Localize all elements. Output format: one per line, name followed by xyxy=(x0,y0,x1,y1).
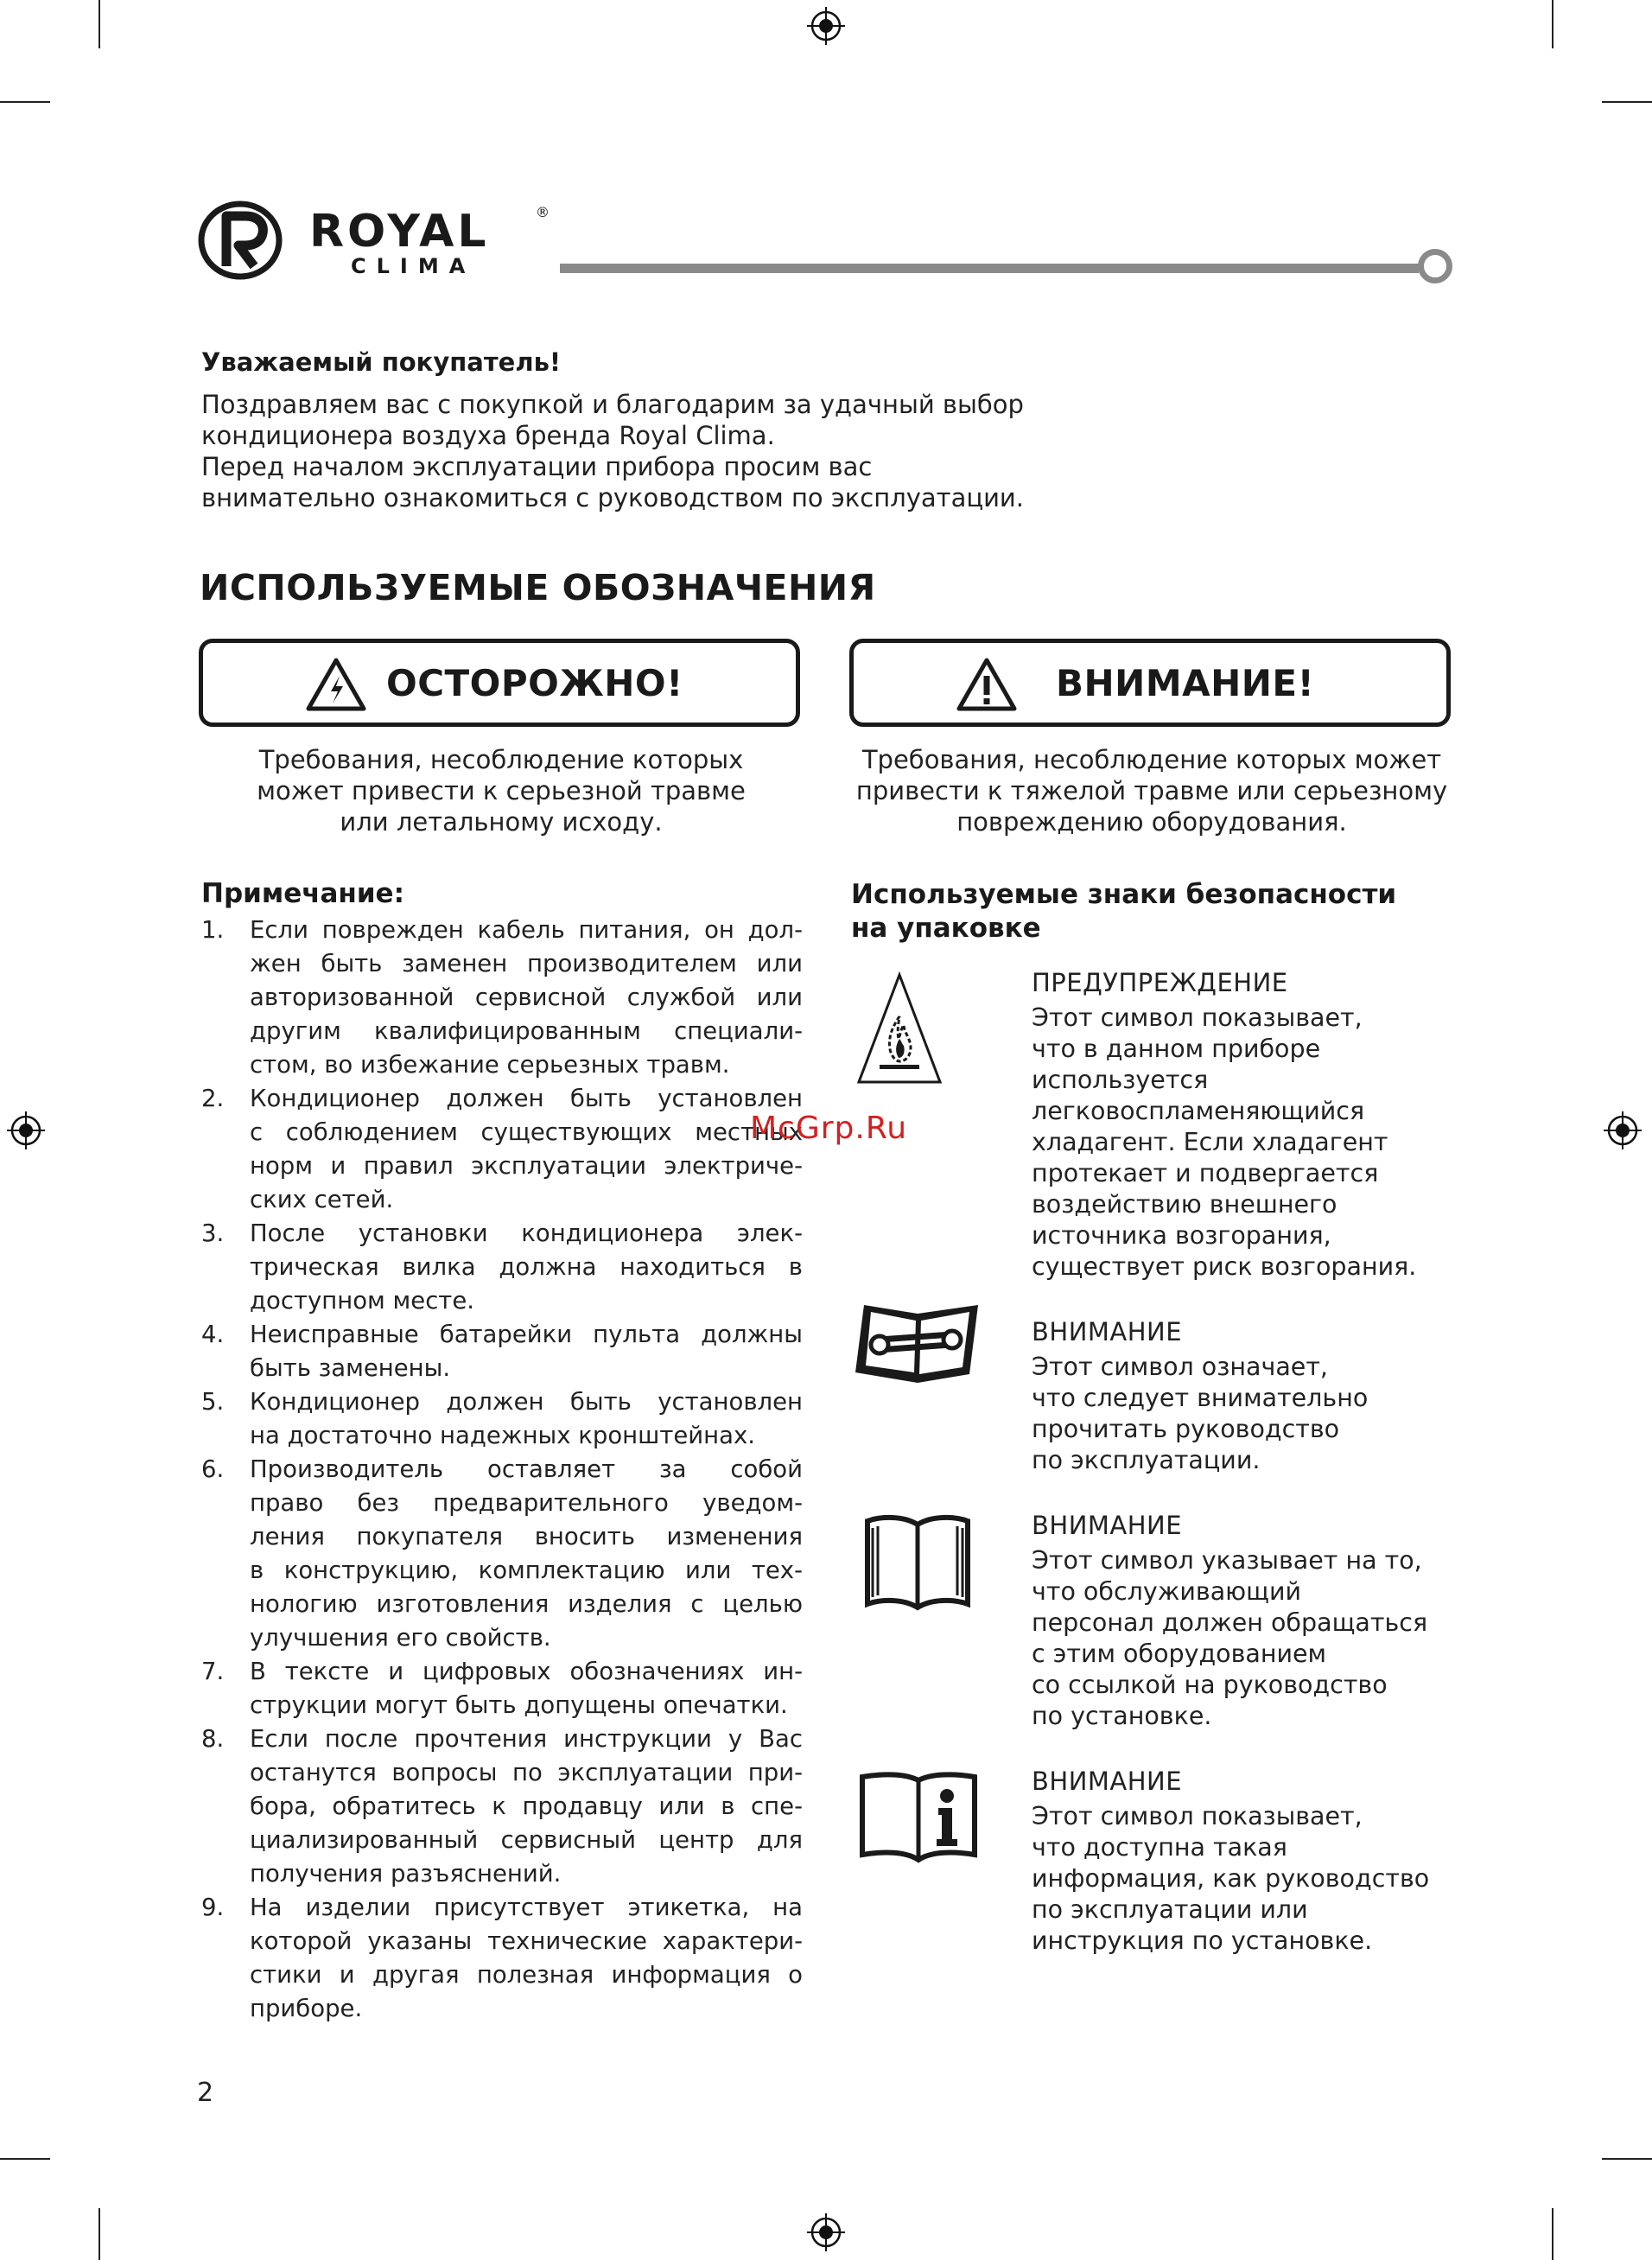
sign-description xyxy=(1032,1545,1481,1732)
crop-mark xyxy=(1552,2208,1554,2260)
note-item xyxy=(201,1318,803,1385)
registered-mark: ® xyxy=(536,204,550,220)
note-number: 1. xyxy=(201,916,225,944)
caution-box xyxy=(199,639,800,727)
greeting-body xyxy=(201,389,1152,513)
sign-line: прочитать руководство xyxy=(1032,1415,1340,1443)
brand-name: ROYAL xyxy=(309,206,490,258)
note-line: останутся вопросы по эксплуатации при- xyxy=(250,1759,803,1786)
sign-line: существует риск возгорания. xyxy=(1032,1252,1417,1281)
sign-line: хладагент. Если хладагент xyxy=(1032,1128,1388,1156)
caution-description xyxy=(199,744,804,837)
book-info-icon xyxy=(857,1768,980,1865)
greeting-line: кондиционера воздуха бренда Royal Clima. xyxy=(201,421,775,450)
greeting-line: Перед началом эксплуатации прибора просим вас xyxy=(201,452,873,481)
header-rule-end xyxy=(1418,249,1452,283)
sign-line: по эксплуатации. xyxy=(1032,1446,1261,1474)
registration-mark-icon xyxy=(807,2213,845,2251)
note-line: трическая вилка должна находиться в xyxy=(250,1253,803,1281)
note-number: 6. xyxy=(201,1455,225,1483)
note-line: жен быть заменен производителем или xyxy=(250,950,803,977)
note-number: 8. xyxy=(201,1725,225,1753)
sign-flammable xyxy=(1032,968,1481,1283)
sign-line: протекает и подвергается xyxy=(1032,1159,1379,1187)
signs-title xyxy=(851,878,1396,945)
sign-line: что следует внимательно xyxy=(1032,1384,1369,1412)
caution-desc-line: или летальному исходу. xyxy=(340,807,663,837)
crop-mark xyxy=(1602,101,1652,103)
brand-logo xyxy=(197,199,560,285)
crop-mark xyxy=(1602,2158,1652,2160)
note-line: которой указаны технические характери- xyxy=(250,1927,803,1955)
attention-box xyxy=(849,639,1451,727)
sign-line: легковоспламеняющийся xyxy=(1032,1097,1365,1125)
note-line: ления покупателя вносить изменения xyxy=(250,1523,803,1550)
note-line: авторизованной сервисной службой или xyxy=(250,984,803,1011)
notes-title: Примечание: xyxy=(201,878,404,909)
sign-line: по установке. xyxy=(1032,1702,1212,1730)
note-line: Производитель оставляет за собой xyxy=(250,1455,803,1483)
note-number: 3. xyxy=(201,1219,225,1247)
caution-desc-line: Требования, несоблюдение которых xyxy=(258,745,744,774)
note-number: 7. xyxy=(201,1658,225,1685)
electric-warning-icon xyxy=(305,657,367,712)
note-line: После установки кондиционера элек- xyxy=(250,1219,803,1247)
note-line: Кондиционер должен быть установлен xyxy=(250,1085,803,1112)
sign-description xyxy=(1032,1801,1481,1957)
note-line: ских сетей. xyxy=(250,1186,394,1213)
note-item xyxy=(201,1453,803,1655)
watermark: McGrp.Ru xyxy=(750,1111,908,1146)
note-item xyxy=(201,1082,803,1217)
sign-line: воздействию внешнего xyxy=(1032,1190,1337,1219)
sign-line: Этот символ показывает, xyxy=(1032,1003,1363,1032)
open-book-icon xyxy=(861,1511,975,1614)
flammable-warning-icon xyxy=(855,971,944,1087)
attention-desc-line: Требования, несоблюдение которых может xyxy=(861,745,1442,774)
note-line: нологию изготовления изделия с целью xyxy=(250,1590,803,1618)
note-item xyxy=(201,1217,803,1318)
note-number: 2. xyxy=(201,1085,225,1112)
note-line: Если после прочтения инструкции у Вас xyxy=(250,1725,803,1753)
note-line: струкции могут быть допущены опечатки. xyxy=(250,1691,788,1719)
sign-line: используется xyxy=(1032,1066,1209,1094)
attention-desc-line: привести к тяжелой травме или серьезному xyxy=(855,776,1448,805)
note-line: стом, во избежание серьезных травм. xyxy=(250,1051,730,1079)
registration-mark-icon xyxy=(7,1111,45,1149)
note-number: 5. xyxy=(201,1388,225,1416)
note-line: норм и правил эксплуатации электриче- xyxy=(250,1152,803,1180)
manual-wrench-icon xyxy=(848,1296,987,1391)
note-number: 9. xyxy=(201,1894,225,1921)
crop-mark xyxy=(0,2158,50,2160)
greeting-line: Поздравляем вас с покупкой и благодарим за удачный выбор xyxy=(201,390,1024,419)
note-line: Неисправные батарейки пульта должны xyxy=(250,1321,803,1348)
sign-description xyxy=(1032,1352,1481,1476)
sign-line: с этим оборудованием xyxy=(1032,1639,1327,1668)
sign-line: что доступна такая xyxy=(1032,1833,1287,1862)
note-line: Кондиционер должен быть установлен xyxy=(250,1388,803,1416)
note-line: бора, обратитесь к продавцу или в спе- xyxy=(250,1792,803,1820)
sign-book-info xyxy=(1032,1767,1481,1957)
note-line: Если поврежден кабель питания, он дол- xyxy=(250,916,803,944)
signs-title-line: Используемые знаки безопасности xyxy=(851,879,1397,910)
crop-mark xyxy=(98,0,100,48)
page-number: 2 xyxy=(197,2078,214,2108)
crop-mark xyxy=(0,101,50,103)
crop-mark xyxy=(98,2208,100,2260)
exclamation-warning-icon xyxy=(956,657,1018,712)
note-number: 4. xyxy=(201,1321,225,1348)
sign-line: со ссылкой на руководство xyxy=(1032,1671,1388,1699)
caution-desc-line: может привести к серьезной травме xyxy=(257,776,746,805)
section-title: ИСПОЛЬЗУЕМЫЕ ОБОЗНАЧЕНИЯ xyxy=(200,567,876,608)
brand-sub: CLIMA xyxy=(351,254,476,278)
sign-title: ВНИМАНИЕ xyxy=(1032,1767,1183,1796)
sign-line: Этот символ означает, xyxy=(1032,1353,1328,1381)
registration-mark-icon xyxy=(1604,1111,1642,1149)
note-item xyxy=(201,1655,803,1722)
note-line: с соблюдением существующих местных xyxy=(250,1118,803,1146)
attention-description xyxy=(849,744,1454,837)
note-line: стики и другая полезная информация о xyxy=(250,1961,803,1989)
attention-label: ВНИМАНИЕ! xyxy=(1056,662,1315,704)
note-line: другим квалифицированным специали- xyxy=(250,1017,803,1045)
sign-line: по эксплуатации или xyxy=(1032,1895,1308,1924)
crop-mark xyxy=(1552,0,1554,48)
sign-line: что в данном приборе xyxy=(1032,1035,1321,1063)
note-line: приборе. xyxy=(250,1995,363,2022)
sign-line: Этот символ указывает на то, xyxy=(1032,1546,1422,1575)
greeting-title: Уважаемый покупатель! xyxy=(201,347,562,377)
note-line: в конструкцию, комплектацию или тех- xyxy=(250,1557,803,1584)
sign-line: персонал должен обращаться xyxy=(1032,1608,1428,1637)
sign-title: ВНИМАНИЕ xyxy=(1032,1317,1183,1346)
note-item xyxy=(201,914,803,1082)
notes-list xyxy=(201,914,803,2026)
caution-label: ОСТОРОЖНО! xyxy=(386,662,683,704)
sign-manual-wrench xyxy=(1032,1317,1481,1476)
attention-desc-line: повреждению оборудования. xyxy=(956,807,1347,837)
royal-r-emblem-icon xyxy=(197,199,283,282)
sign-title: ПРЕДУПРЕЖДЕНИЕ xyxy=(1032,968,1288,997)
sign-line: информация, как руководство xyxy=(1032,1864,1430,1893)
sign-description xyxy=(1032,1003,1481,1283)
note-line: право без предварительного уведом- xyxy=(250,1489,803,1517)
sign-title: ВНИМАНИЕ xyxy=(1032,1511,1183,1540)
note-item xyxy=(201,1385,803,1453)
sign-line: что обслуживающий xyxy=(1032,1577,1302,1606)
header-rule xyxy=(560,264,1419,273)
note-line: на достаточно надежных кронштейнах. xyxy=(250,1422,755,1449)
greeting-line: внимательно ознакомиться с руководством по эксплуатации. xyxy=(201,483,1024,512)
note-item xyxy=(201,1722,803,1891)
sign-line: инструкция по установке. xyxy=(1032,1926,1373,1955)
note-line: На изделии присутствует этикетка, на xyxy=(250,1894,803,1921)
signs-title-line: на упаковке xyxy=(851,913,1041,944)
note-line: В тексте и цифровых обозначениях ин- xyxy=(250,1658,803,1685)
note-item xyxy=(201,1891,803,2026)
sign-line: источника возгорания, xyxy=(1032,1221,1331,1250)
sign-line: Этот символ показывает, xyxy=(1032,1802,1363,1830)
note-line: улучшения его свойств. xyxy=(250,1624,551,1652)
note-line: быть заменены. xyxy=(250,1354,451,1382)
sign-open-book xyxy=(1032,1511,1481,1732)
note-line: получения разъяснений. xyxy=(250,1860,562,1888)
registration-mark-icon xyxy=(807,7,845,45)
note-line: доступном месте. xyxy=(250,1287,474,1315)
note-line: циализированный сервисный центр для xyxy=(250,1826,803,1854)
